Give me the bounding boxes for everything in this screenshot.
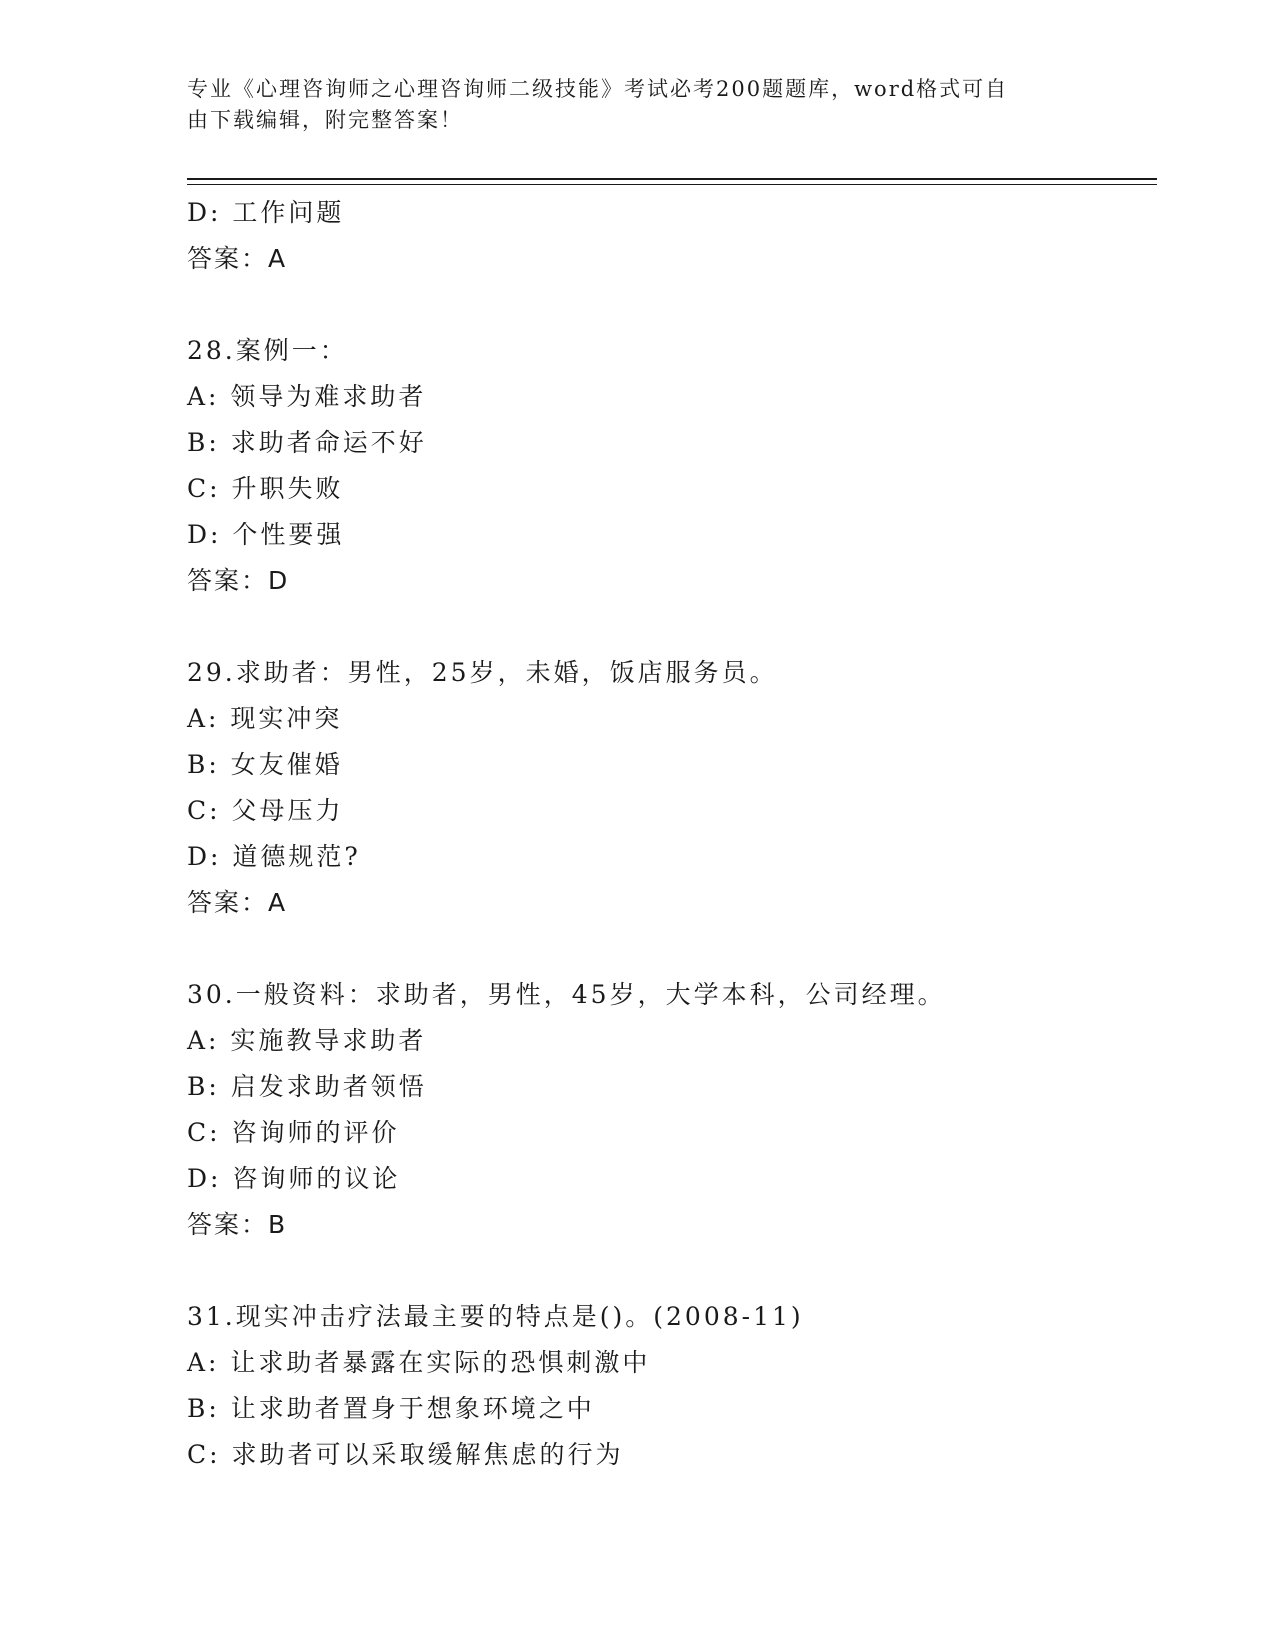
answer-line: 答案：D	[187, 566, 290, 595]
question-29	[187, 650, 1157, 926]
question-stem: 30.一般资料：求助者，男性，45岁，大学本科，公司经理。	[187, 980, 946, 1009]
option-a: A: 领导为难求助者	[187, 382, 427, 411]
question-list	[187, 190, 1157, 1478]
spacer	[187, 604, 1157, 650]
answer-line: 答案：A	[187, 244, 288, 273]
option-a: A: 让求助者暴露在实际的恐惧刺激中	[187, 1348, 651, 1377]
option-b: B: 女友催婚	[187, 750, 343, 779]
answer-line: 答案：B	[187, 1210, 288, 1239]
header-line-1: 专业《心理咨询师之心理咨询师二级技能》考试必考200题题库，word格式可自	[187, 77, 1009, 101]
option-b: B: 求助者命运不好	[187, 428, 427, 457]
option-c: C: 升职失败	[187, 474, 344, 503]
document-header	[187, 74, 1067, 136]
question-stem: 29.求助者：男性，25岁，未婚，饭店服务员。	[187, 658, 778, 687]
option-b: B: 启发求助者领悟	[187, 1072, 427, 1101]
question-stem: 31.现实冲击疗法最主要的特点是()。(2008-11)	[187, 1302, 804, 1331]
header-line-2: 由下载编辑，附完整答案！	[187, 108, 463, 132]
option-c: C: 父母压力	[187, 796, 344, 825]
spacer	[187, 1248, 1157, 1294]
option-a: A: 实施教导求助者	[187, 1026, 427, 1055]
previous-question-fragment	[187, 190, 1157, 282]
option-c: C: 求助者可以采取缓解焦虑的行为	[187, 1440, 624, 1469]
option-d: D: 工作问题	[187, 198, 345, 227]
option-b: B: 让求助者置身于想象环境之中	[187, 1394, 595, 1423]
option-d: D: 个性要强	[187, 520, 345, 549]
option-a: A: 现实冲突	[187, 704, 343, 733]
option-c: C: 咨询师的评价	[187, 1118, 400, 1147]
question-28	[187, 328, 1157, 604]
answer-line: 答案：A	[187, 888, 288, 917]
header-divider-thin	[187, 184, 1157, 185]
spacer	[187, 926, 1157, 972]
spacer	[187, 282, 1157, 328]
option-d: D: 咨询师的议论	[187, 1164, 401, 1193]
question-30	[187, 972, 1157, 1248]
question-31	[187, 1294, 1157, 1478]
header-divider-thick	[187, 178, 1157, 180]
question-stem: 28.案例一：	[187, 336, 348, 365]
option-d: D: 道德规范?	[187, 842, 361, 871]
